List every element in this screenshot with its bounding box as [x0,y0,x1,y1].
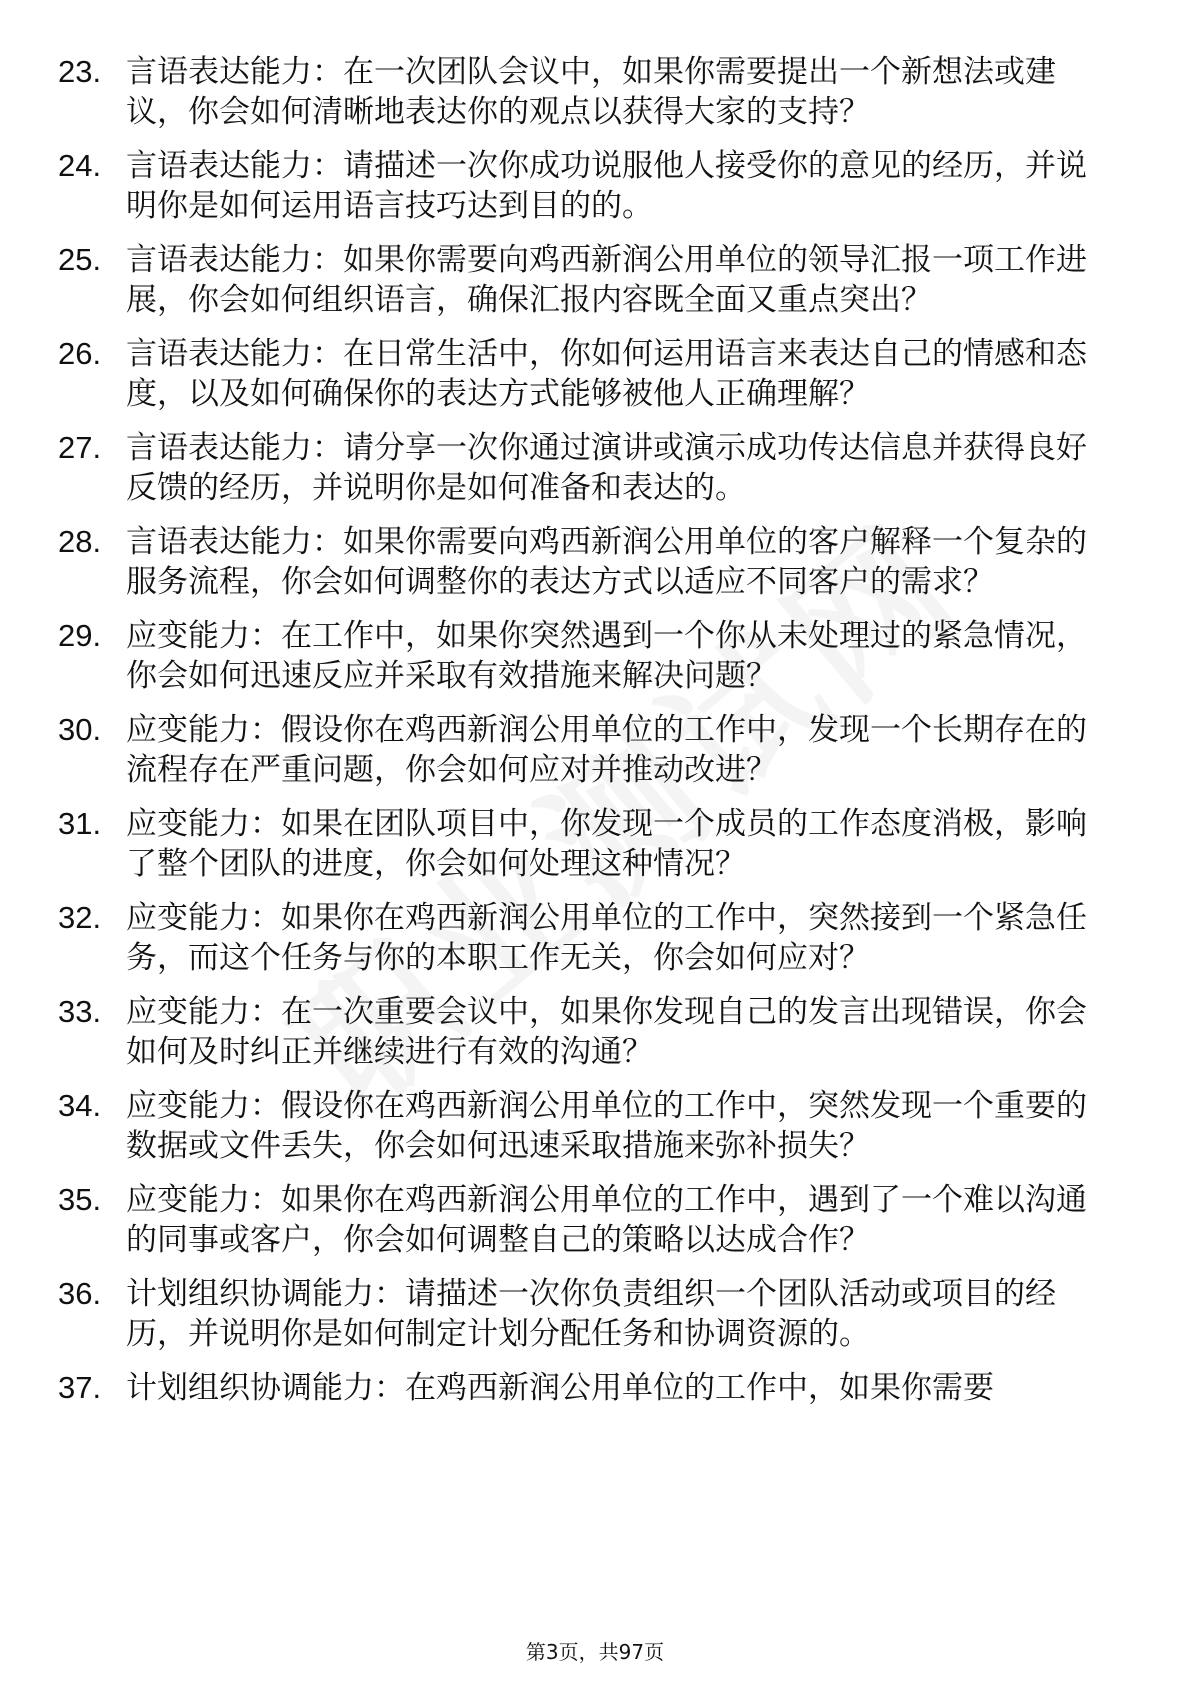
question-item [58,1368,1116,1408]
question-item [58,710,1116,790]
question-number: 27. [58,430,102,465]
question-text: 言语表达能力：在一次团队会议中，如果你需要提出一个新想法或建议，你会如何清晰地表达你的观点以获得大家的支持？ [126,54,1056,130]
question-item [58,898,1116,978]
question-item [58,1180,1116,1260]
question-text: 计划组织协调能力：在鸡西新润公用单位的工作中，如果你需要 [126,1370,994,1406]
question-number: 35. [58,1182,102,1217]
question-item [58,146,1116,226]
question-number: 24. [58,148,102,183]
question-text: 言语表达能力：如果你需要向鸡西新润公用单位的领导汇报一项工作进展，你会如何组织语言，确保汇报内容既全面又重点突出？ [126,242,1087,318]
question-text: 应变能力：假设你在鸡西新润公用单位的工作中，突然发现一个重要的数据或文件丢失，你会如何迅速采取措施来弥补损失？ [126,1088,1087,1164]
question-number: 26. [58,336,102,371]
question-item [58,334,1116,414]
question-number: 30. [58,712,102,747]
question-number: 37. [58,1370,102,1405]
question-text: 应变能力：假设你在鸡西新润公用单位的工作中，发现一个长期存在的流程存在严重问题，你会如何应对并推动改进？ [126,712,1087,788]
question-item [58,52,1116,132]
question-text: 计划组织协调能力：请描述一次你负责组织一个团队活动或项目的经历，并说明你是如何制定计划分配任务和协调资源的。 [126,1276,1056,1352]
question-item [58,992,1116,1072]
question-text: 应变能力：如果你在鸡西新润公用单位的工作中，遇到了一个难以沟通的同事或客户，你会如何调整自己的策略以达成合作？ [126,1182,1087,1258]
question-number: 25. [58,242,102,277]
question-item [58,804,1116,884]
question-item [58,240,1116,320]
question-item [58,1274,1116,1354]
question-text: 言语表达能力：如果你需要向鸡西新润公用单位的客户解释一个复杂的服务流程，你会如何调整你的表达方式以适应不同客户的需求？ [126,524,1087,600]
question-number: 34. [58,1088,102,1123]
question-number: 33. [58,994,102,1029]
question-item [58,522,1116,602]
question-text: 言语表达能力：请描述一次你成功说服他人接受你的意见的经历，并说明你是如何运用语言技巧达到目的的。 [126,148,1087,224]
question-list [58,52,1118,1422]
question-text: 应变能力：如果你在鸡西新润公用单位的工作中，突然接到一个紧急任务，而这个任务与你的本职工作无关，你会如何应对？ [126,900,1087,976]
question-text: 言语表达能力：请分享一次你通过演讲或演示成功传达信息并获得良好反馈的经历，并说明你是如何准备和表达的。 [126,430,1087,506]
question-text: 言语表达能力：在日常生活中，你如何运用语言来表达自己的情感和态度，以及如何确保你的表达方式能够被他人正确理解？ [126,336,1087,412]
question-number: 28. [58,524,102,559]
question-text: 应变能力：在工作中，如果你突然遇到一个你从未处理过的紧急情况，你会如何迅速反应并采取有效措施来解决问题？ [126,618,1087,694]
question-number: 31. [58,806,102,841]
question-number: 23. [58,54,102,89]
question-item [58,616,1116,696]
question-number: 36. [58,1276,102,1311]
question-number: 29. [58,618,102,653]
question-item [58,1086,1116,1166]
question-text: 应变能力：在一次重要会议中，如果你发现自己的发言出现错误，你会如何及时纠正并继续进行有效的沟通？ [126,994,1087,1070]
question-number: 32. [58,900,102,935]
question-text: 应变能力：如果在团队项目中，你发现一个成员的工作态度消极，影响了整个团队的进度，你会如何处理这种情况？ [126,806,1087,882]
page-footer: 第3页，共97页 [525,1640,665,1664]
question-item [58,428,1116,508]
